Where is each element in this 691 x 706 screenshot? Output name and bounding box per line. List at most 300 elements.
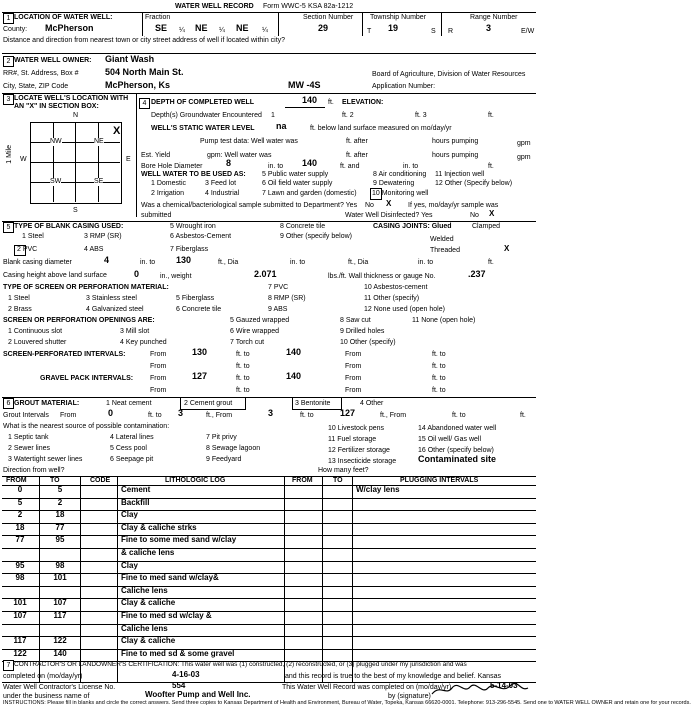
log-description: Caliche lens <box>121 585 168 595</box>
casing-opt-5: 5 Wrought iron <box>170 223 216 230</box>
screen-to-value: 140 <box>286 347 302 357</box>
col-line <box>39 476 40 682</box>
bore-label: Bore Hole Diameter <box>141 163 203 170</box>
log-from: 107 <box>13 611 27 620</box>
ft-2: ft. <box>488 163 494 170</box>
casing-opt-8: 8 Concrete tile <box>280 223 326 230</box>
grout-from-2: 3 <box>268 408 274 418</box>
completed2-label: This Water Well Record was completed on (mo/day/yr) <box>282 684 452 691</box>
open-opt-11: 11 None (open hole) <box>412 317 476 324</box>
range-label: Range Number <box>470 14 518 21</box>
distance-label: Distance and direction from nearest town or city street address of well if located within city? <box>3 37 286 44</box>
log-to: 140 <box>53 648 67 658</box>
contam-5: 5 Cess pool <box>110 445 147 452</box>
clamped-label: Clamped <box>472 223 501 230</box>
if-yes-label: If yes, mo/day/yr sample was <box>408 202 499 209</box>
grout-opt-4: 4 Other <box>360 400 384 407</box>
ft-and: ft. and <box>340 163 360 170</box>
range-ew: E/W <box>521 28 535 35</box>
bore-value: 8 <box>226 158 232 168</box>
disinfected-label: Water Well Disinfected? Yes <box>345 212 433 219</box>
log-from: 95 <box>15 560 25 570</box>
log-from: 98 <box>15 573 25 583</box>
divider <box>362 12 363 36</box>
log-to: 107 <box>53 598 67 608</box>
log-from: 2 <box>17 510 23 520</box>
log-from: 5 <box>17 497 23 507</box>
township-value: 19 <box>388 23 399 33</box>
casing-height-label: Casing height above land surface <box>3 272 107 279</box>
sw-label: SW <box>50 178 62 185</box>
completed-value: 4-16-03 <box>172 670 200 679</box>
col-line <box>80 476 81 682</box>
log-from: 0 <box>17 485 23 494</box>
divider <box>2 93 536 94</box>
log-description: Caliche lens <box>121 623 168 633</box>
license-label: Water Well Contractor's License No. <box>3 684 116 691</box>
gpm-label: gpm <box>517 140 531 147</box>
log-to: 18 <box>55 510 65 520</box>
range-value: 3 <box>486 23 492 33</box>
ft-to: ft. to <box>148 412 162 419</box>
quarter-sep: ¼ <box>262 27 268 34</box>
divider <box>136 93 137 217</box>
license-value: 554 <box>172 681 186 690</box>
log-description: Clay <box>121 560 138 570</box>
owner-city: McPherson, Ks <box>105 80 171 90</box>
use-opt-2: 2 Irrigation <box>151 190 185 197</box>
log-description: Fine to med sd w/clay & <box>121 611 212 620</box>
certification-label: CONTRACTOR'S OR LANDOWNER'S CERTIFICATION: This water well was (1) constructed, (2) reconstructed, or (3) plugged under my jurisdiction and was <box>14 661 467 668</box>
row-line <box>2 586 536 587</box>
section-value: 29 <box>318 23 329 33</box>
to-label-4: ft. to <box>432 363 446 370</box>
casing-opt-3: 3 RMP (SR) <box>84 233 122 240</box>
underline <box>285 107 325 108</box>
log-to: 117 <box>53 611 67 620</box>
static-level-rest: ft. below land surface measured on mo/day/yr <box>310 125 452 132</box>
gravel-to-value: 140 <box>286 371 302 381</box>
ft: ft. <box>520 412 526 419</box>
log-to: 98 <box>55 560 65 570</box>
open-opt-8: 8 Saw cut <box>340 317 371 324</box>
use-label: WELL WATER TO BE USED AS: <box>141 171 246 178</box>
county-value: McPherson <box>45 23 94 33</box>
disinfected-x: X <box>489 209 495 218</box>
open-opt-1: 1 Continuous slot <box>8 328 63 335</box>
casing-diameter-value: 4 <box>104 255 110 265</box>
hours-label: hours pumping <box>432 138 479 145</box>
section-number-7: 7 <box>3 660 14 671</box>
grout-to-2: 127 <box>340 408 356 418</box>
col-to: TO <box>50 477 60 484</box>
ft-dia-2: ft., Dia <box>348 259 369 266</box>
section-number-1: 1 <box>3 13 14 24</box>
threaded-x: X <box>504 244 510 253</box>
welded-label: Welded <box>430 236 454 243</box>
openings-label: SCREEN OR PERFORATION OPENINGS ARE: <box>3 317 155 324</box>
ft-to-2: ft. to <box>300 412 314 419</box>
open-opt-4: 4 Key punched <box>120 339 167 346</box>
to-label-8: ft. to <box>432 387 446 394</box>
log-description: Clay & caliche <box>121 598 176 608</box>
weight-label: in., weight <box>160 273 192 280</box>
row-line <box>2 535 536 536</box>
contam-12: 12 Fertilizer storage <box>328 447 390 454</box>
static-level-label: WELL'S STATIC WATER LEVEL <box>151 125 255 132</box>
chem-x: X <box>386 199 392 208</box>
casing-opt-4: 4 ABS <box>84 246 104 253</box>
gravel-from-value: 127 <box>192 371 208 381</box>
log-from: 101 <box>13 598 27 608</box>
log-description: Backfill <box>121 497 150 507</box>
signature-image <box>430 682 530 698</box>
section-number-4: 4 <box>139 98 150 109</box>
address-label: RR#, St. Address, Box # <box>3 70 79 77</box>
from-label-3: From <box>150 363 167 370</box>
log-from: 18 <box>15 522 25 532</box>
from-label-7: From <box>150 387 167 394</box>
section-number-3: 3 <box>3 94 14 105</box>
use-opt-1: 1 Domestic <box>151 180 187 187</box>
gw-ft: ft. <box>488 112 494 119</box>
se-label: SE <box>94 178 104 185</box>
contam-8: 8 Sewage lagoon <box>206 445 261 452</box>
ksa-reference: KSA 82a-1212 <box>308 3 354 10</box>
open-opt-2: 2 Louvered shutter <box>8 339 67 346</box>
from-label-6: From <box>345 375 362 382</box>
nw-label: NW <box>50 138 62 145</box>
ft-from-2: ft., From <box>380 412 407 419</box>
township-label: Township Number <box>370 14 427 21</box>
casing-diameter-label: Blank casing diameter <box>3 259 72 266</box>
screen-opt-6: 6 Concrete tile <box>176 306 222 313</box>
contamination-label: What is the nearest source of possible contamination: <box>3 423 170 430</box>
contam-11: 11 Fuel storage <box>328 436 377 443</box>
completed2-value: 5-14-03 <box>490 681 518 690</box>
grout-opt-1: 1 Neat cement <box>106 400 152 407</box>
after-label-2: ft. after <box>346 152 368 159</box>
contam-13: 13 Insecticide storage <box>328 458 397 465</box>
gauge-value: .237 <box>468 269 486 279</box>
ft: ft. <box>488 259 494 266</box>
signature-label: by (signature) <box>388 693 431 700</box>
from-label-4: From <box>345 363 362 370</box>
grid-line <box>30 182 120 183</box>
row-line <box>2 523 536 524</box>
screen-opt-5: 5 Fiberglass <box>176 295 215 302</box>
open-opt-5: 5 Gauzed wrapped <box>230 317 290 324</box>
screen-opt-2: 2 Brass <box>8 306 32 313</box>
use-opt-3: 3 Feed lot <box>205 180 237 187</box>
yield-gpm: gpm: Well water was <box>207 152 272 159</box>
in-to-2: in. to <box>290 259 306 266</box>
submitted-label: submitted <box>141 212 172 219</box>
open-opt-9: 9 Drilled holes <box>340 328 385 335</box>
after-label: ft. after <box>346 138 368 145</box>
section-label: Section Number <box>303 14 354 21</box>
row-line <box>2 548 536 549</box>
log-to: 77 <box>55 522 65 532</box>
divider <box>2 397 536 398</box>
casing-opt-9: 9 Other (specify below) <box>280 233 352 240</box>
pump-test-label: Pump test data: Well water was <box>200 138 298 145</box>
col-from-2: FROM <box>292 477 313 484</box>
row-line <box>2 624 536 625</box>
contam-15: 15 Oil well/ Gas well <box>418 436 482 443</box>
chem-question: Was a chemical/bacteriological sample submitted to Department? Yes <box>141 202 358 209</box>
casing-opt-2: 2 PVC <box>17 246 38 253</box>
static-level-value: na <box>276 121 287 131</box>
north-label: N <box>73 112 79 119</box>
direction-label: Direction from well? <box>3 467 65 474</box>
gpm-label-2: gpm <box>517 154 531 161</box>
divider <box>441 12 442 36</box>
grid-line <box>30 142 120 143</box>
screen-opt-7: 7 PVC <box>268 284 289 291</box>
open-opt-6: 6 Wire wrapped <box>230 328 280 335</box>
log-from: 117 <box>13 636 27 646</box>
township-t: T <box>367 28 372 35</box>
grout-from-1: 0 <box>108 408 114 418</box>
log-to: 5 <box>57 485 63 494</box>
form-number: Form WWC-5 <box>263 3 306 10</box>
bore-to-value: 140 <box>302 158 318 168</box>
from-label: From <box>60 412 77 419</box>
col-line <box>284 476 285 682</box>
grout-opt-3: 3 Bentonite <box>295 400 331 407</box>
section-number-5: 5 <box>3 222 14 233</box>
casing-label: TYPE OF BLANK CASING USED: <box>14 223 124 230</box>
joints-label: CASING JOINTS: Glued <box>373 223 452 230</box>
use-opt-10: 10 Monitoring well <box>372 190 429 197</box>
log-description: Fine to med sand w/clay& <box>121 573 219 583</box>
city-label: City, State, ZIP Code <box>3 83 69 90</box>
casing-opt-1: 1 Steel <box>22 233 44 240</box>
contaminated-site: Contaminated site <box>418 454 497 464</box>
ft-to-3: ft. to <box>452 412 466 419</box>
in-to: in. to <box>140 259 156 266</box>
use-opt-11: 11 Injection well <box>435 171 485 178</box>
log-from: 122 <box>13 648 27 658</box>
from-label-5: From <box>150 375 167 382</box>
to-label: ft. to <box>236 351 250 358</box>
in-to-3: in. to <box>418 259 434 266</box>
screen-from-value: 130 <box>192 347 208 357</box>
fraction-2: NE <box>195 23 208 33</box>
log-description: & caliche lens <box>121 548 175 557</box>
depth-value: 140 <box>302 95 318 105</box>
screen-intervals-label: SCREEN-PERFORATED INTERVALS: <box>3 351 126 358</box>
col-line <box>352 476 353 682</box>
in-to: in. to <box>268 163 284 170</box>
fraction-1: SE <box>155 23 168 33</box>
ne-label: NE <box>94 138 104 145</box>
casing-to-value: 130 <box>176 255 192 265</box>
gw-2: ft. 2 <box>342 112 354 119</box>
in-to-2: in. to <box>403 163 419 170</box>
fraction-3: NE <box>236 23 249 33</box>
township-s: S <box>431 28 436 35</box>
contam-10: 10 Livestock pens <box>328 425 385 432</box>
divider <box>142 12 143 36</box>
groundwater-label: Depth(s) Groundwater Encountered <box>151 112 262 119</box>
log-description: Fine to some med sand w/clay <box>121 535 237 545</box>
grout-intervals-label: Grout Intervals <box>3 412 49 419</box>
log-to: 122 <box>53 636 67 646</box>
to-label-2: ft. to <box>432 351 446 358</box>
completed-label: completed on (mo/day/yr) <box>3 673 83 680</box>
to-label-7: ft. to <box>236 387 250 394</box>
use-opt-8: 8 Air conditioning <box>373 171 427 178</box>
screen-opt-1: 1 Steel <box>8 295 30 302</box>
col-code: CODE <box>90 477 111 484</box>
divider <box>278 12 279 36</box>
row-line <box>2 636 536 637</box>
screen-opt-12: 12 None used (open hole) <box>364 306 445 313</box>
log-description: Clay <box>121 510 138 520</box>
mile-label: 1 Mile <box>6 145 13 164</box>
row-line <box>2 573 536 574</box>
plugging-note: W/clay lens <box>356 485 400 494</box>
divider <box>2 53 536 54</box>
business-value: Woofter Pump and Well Inc. <box>145 690 251 699</box>
contam-1: 1 Septic tank <box>8 434 49 441</box>
contam-6: 6 Seepage pit <box>110 456 154 463</box>
row-line <box>2 598 536 599</box>
grout-label: GROUT MATERIAL: <box>14 400 80 407</box>
locate-label-1: LOCATE WELL'S LOCATION WITH <box>14 95 129 102</box>
log-description: Fine to med sd & some gravel <box>121 648 235 658</box>
screen-opt-3: 3 Stainless steel <box>86 295 137 302</box>
owner-address: 504 North Main St. <box>105 67 184 77</box>
open-opt-10: 10 Other (specify) <box>340 339 396 346</box>
contam-4: 4 Lateral lines <box>110 434 154 441</box>
threaded-label: Threaded <box>430 247 460 254</box>
yield-label: Est. Yield <box>141 152 171 159</box>
row-line <box>2 561 536 562</box>
east-label: E <box>126 156 131 163</box>
use-opt-4: 4 Industrial <box>205 190 240 197</box>
log-description: Clay & caliche strks <box>121 522 197 532</box>
open-opt-3: 3 Mill slot <box>120 328 150 335</box>
row-line <box>2 611 536 612</box>
use-opt-6: 6 Oil field water supply <box>262 180 333 187</box>
screen-opt-11: 11 Other (specify) <box>364 295 420 302</box>
ft-dia: ft., Dia <box>218 259 239 266</box>
use-opt-9: 9 Dewatering <box>373 180 415 187</box>
log-to: 101 <box>53 573 67 583</box>
to-label-5: ft. to <box>236 375 250 382</box>
use-opt-12: 12 Other (Specify below) <box>435 180 513 187</box>
to-label-3: ft. to <box>236 363 250 370</box>
contam-2: 2 Sewer lines <box>8 445 51 452</box>
open-opt-7: 7 Torch cut <box>230 339 265 346</box>
section-number-6: 6 <box>3 398 14 409</box>
col-to-2: TO <box>333 477 343 484</box>
county-label: County: <box>3 26 28 33</box>
contam-14: 14 Abandoned water well <box>418 425 497 432</box>
grout-opt-2: 2 Cement grout <box>184 400 233 407</box>
quarter-sep: ¼ <box>219 27 225 34</box>
use-opt-7: 7 Lawn and garden (domestic) <box>262 190 357 197</box>
contam-7: 7 Pit privy <box>206 434 237 441</box>
instructions: INSTRUCTIONS: Please fill in blanks and circle the correct answers. Send three copies to Kansas Department of Health and Environment, Bureau of Water, Topeka, Kansas 66620-0001. Telephone: 913-296-5545. Send one to WATER WELL OWNER and retain one for your records. <box>3 700 691 706</box>
row-line <box>2 498 536 499</box>
divider <box>2 221 536 222</box>
section-number-2: 2 <box>3 56 14 67</box>
grout-to-1: 3 <box>178 408 184 418</box>
form-title: WATER WELL RECORD <box>175 3 254 10</box>
elevation-label: ELEVATION: <box>342 99 384 106</box>
well-location-mark: X <box>113 125 121 137</box>
screen-opt-10: 10 Asbestos-cement <box>364 284 428 291</box>
log-description: Clay & caliche <box>121 636 176 646</box>
log-description: Cement <box>121 485 151 494</box>
col-line <box>322 476 323 682</box>
locate-label-2: AN "X" IN SECTION BOX: <box>14 103 99 110</box>
row-line <box>2 510 536 511</box>
col-plugging: PLUGGING INTERVALS <box>400 477 479 484</box>
range-r: R <box>448 28 454 35</box>
from-label-8: From <box>345 387 362 394</box>
owner-name: Giant Wash <box>105 54 155 64</box>
board-label: Board of Agriculture, Division of Water Resources <box>372 71 526 78</box>
screen-opt-4: 4 Galvanized steel <box>86 306 144 313</box>
wall-label: lbs./ft. Wall thickness or gauge No. <box>328 273 436 280</box>
casing-opt-6: 6 Asbestos-Cement <box>170 233 232 240</box>
application-label: Application Number: <box>372 83 436 90</box>
south-label: S <box>73 207 78 214</box>
gw-3: ft. 3 <box>415 112 427 119</box>
location-label: LOCATION OF WATER WELL: <box>14 14 113 21</box>
col-lithologic: LITHOLOGIC LOG <box>165 477 226 484</box>
contam-9: 9 Feedyard <box>206 456 242 463</box>
log-to: 95 <box>55 535 65 545</box>
fraction-label: Fraction <box>145 14 171 21</box>
row-line <box>2 649 536 650</box>
col-line <box>117 476 118 682</box>
gravel-intervals-label: GRAVEL PACK INTERVALS: <box>40 375 134 382</box>
screen-opt-8: 8 RMP (SR) <box>268 295 306 302</box>
to-label-6: ft. to <box>432 375 446 382</box>
screen-label: TYPE OF SCREEN OR PERFORATION MATERIAL: <box>3 284 169 291</box>
divider <box>2 12 536 13</box>
business-label: under the business name of <box>3 693 90 700</box>
casing-height-value: 0 <box>134 269 140 279</box>
chem-no: No <box>365 202 374 209</box>
screen-opt-9: 9 ABS <box>268 306 288 313</box>
owner-label: WATER WELL OWNER: <box>14 57 92 64</box>
record-true: and this record is true to the best of my knowledge and belief. Kansas <box>285 673 501 680</box>
casing-opt-7: 7 Fiberglass <box>170 246 209 253</box>
contam-3: 3 Watertight sewer lines <box>8 456 83 463</box>
use-opt-5: 5 Public water supply <box>262 171 329 178</box>
depth-label: DEPTH OF COMPLETED WELL <box>151 99 255 106</box>
depth-ft: ft. <box>328 99 334 106</box>
gw-1: 1 <box>271 112 275 119</box>
log-to: 2 <box>57 497 63 507</box>
mw-id: MW -4S <box>288 80 321 90</box>
quarter-sep: ¼ <box>179 27 185 34</box>
grid-line <box>30 162 120 163</box>
log-from: 77 <box>15 535 25 545</box>
from-label: From <box>150 351 167 358</box>
west-label: W <box>20 156 27 163</box>
divider <box>2 485 536 486</box>
from-label-2: From <box>345 351 362 358</box>
hours-label-2: hours pumping <box>432 152 479 159</box>
